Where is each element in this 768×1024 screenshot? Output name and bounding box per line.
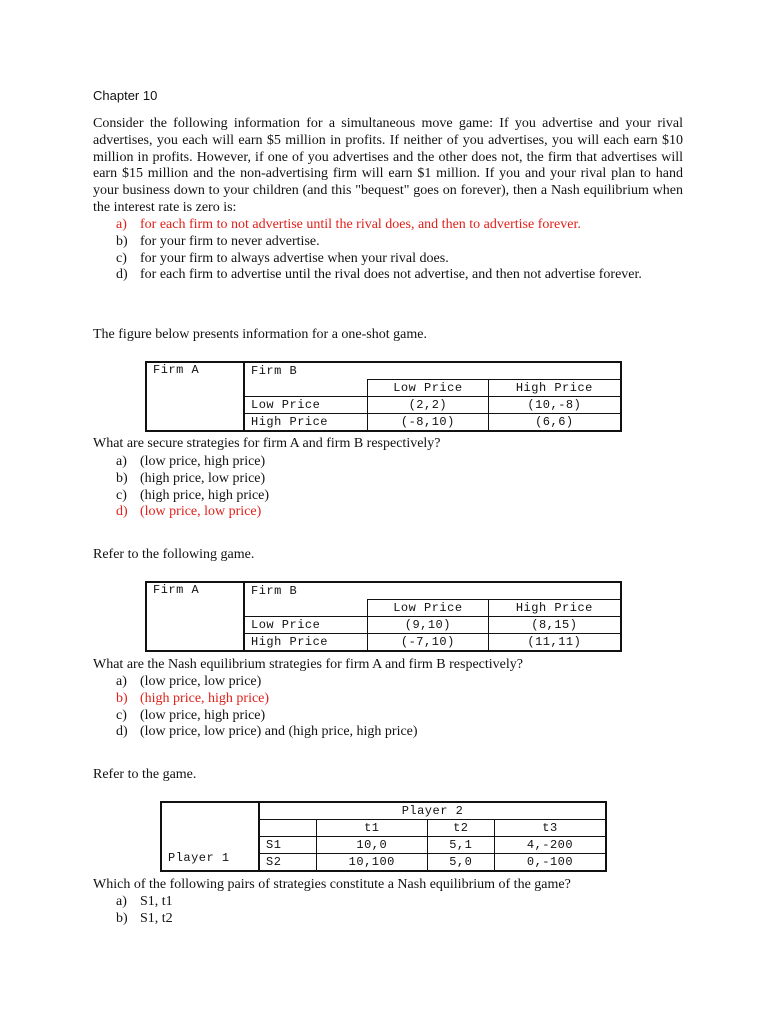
col-header: High Price — [488, 380, 621, 397]
row-header: High Price — [244, 634, 368, 652]
question-4-intro: Refer to the game. — [93, 767, 197, 782]
col-header: t1 — [317, 820, 428, 837]
row-header: High Price — [244, 414, 368, 432]
question-3-option-c: c) (low price, high price) — [116, 707, 266, 723]
payoff-cell: (8,15) — [488, 617, 621, 634]
question-3-payoff-table — [145, 581, 622, 652]
row-header: S2 — [259, 854, 317, 872]
payoff-cell: 10,100 — [317, 854, 428, 872]
question-2-payoff-table — [145, 361, 622, 432]
col-header: High Price — [488, 600, 621, 617]
row-header: Low Price — [244, 397, 368, 414]
header-blank — [244, 600, 368, 617]
row-header: S1 — [259, 837, 317, 854]
question-4-options — [116, 894, 676, 928]
payoff-cell: 10,0 — [317, 837, 428, 854]
question-1-option-a: a) for each firm to not advertise until the rival does, and then to advertise forever. — [116, 217, 581, 232]
payoff-cell: (11,11) — [488, 634, 621, 652]
question-2-intro: The figure below presents information for a one-shot game. — [93, 327, 427, 342]
payoff-cell: (6,6) — [488, 414, 621, 432]
header-blank — [244, 380, 368, 397]
payoff-cell: 0,-100 — [494, 854, 606, 872]
payoff-cell: (-7,10) — [368, 634, 489, 652]
question-3-option-b: b) (high price, high price) — [116, 690, 270, 706]
question-2-option-b: b) (high price, low price) — [116, 470, 266, 486]
col-header: Low Price — [368, 380, 489, 397]
question-1-options — [116, 217, 676, 284]
payoff-cell: (2,2) — [368, 397, 489, 414]
question-3-text: What are the Nash equilibrium strategies for firm A and firm B respectively? — [93, 657, 523, 672]
row-player-label: Firm A — [146, 582, 244, 651]
question-3-options — [116, 674, 676, 741]
payoff-cell: 5,1 — [427, 837, 494, 854]
payoff-cell: (9,10) — [368, 617, 489, 634]
question-4-option-a: a) S1, t1 — [116, 894, 173, 909]
col-header: Low Price — [368, 600, 489, 617]
col-header: t3 — [494, 820, 606, 837]
payoff-cell: 4,-200 — [494, 837, 606, 854]
question-3-option-d: d) (low price, low price) and (high price, high price) — [116, 724, 418, 740]
question-2-option-d: d) (low price, low price) — [116, 504, 262, 520]
question-1-option-b: b) for your firm to never advertise. — [116, 233, 320, 249]
question-3-option-a: a) (low price, low price) — [116, 674, 262, 689]
row-header: Low Price — [244, 617, 368, 634]
question-2-option-c: c) (high price, high price) — [116, 487, 270, 503]
question-4-payoff-table — [160, 801, 607, 872]
payoff-cell: (-8,10) — [368, 414, 489, 432]
question-2-option-a: a) (low price, high price) — [116, 454, 266, 469]
header-blank — [259, 820, 317, 837]
question-1-option-c: c) for your firm to always advertise when your rival does. — [116, 250, 449, 266]
chapter-heading: Chapter 10 — [93, 88, 158, 103]
question-1-text: Consider the following information for a simultaneous move game: If you advertise and your rival advertises, you each will earn $5 million in profits. If neither of you advertises, you will each earn $10 million in profits. However, if one of you advertises and the other does not, the firm that advertises will earn $15 million and the non-advertising firm will earn $1 million. If you and your rival plan to hand your business down to your children (and this "bequest" goes on forever), then a Nash equilibrium when the interest rate is zero is: — [93, 116, 683, 215]
question-4-text: Which of the following pairs of strategies constitute a Nash equilibrium of the game? — [93, 877, 571, 892]
row-player-label: Firm A — [146, 362, 244, 431]
col-player-label: Player 2 — [259, 802, 606, 820]
col-player-label: Firm B — [244, 582, 621, 600]
col-header: t2 — [427, 820, 494, 837]
col-player-label: Firm B — [244, 362, 621, 380]
question-2-text: What are secure strategies for firm A and firm B respectively? — [93, 436, 441, 451]
question-2-options — [116, 454, 676, 521]
question-1-option-d: d) for each firm to advertise until the rival does not advertise, and then not advertise forever. — [116, 267, 642, 283]
question-3-intro: Refer to the following game. — [93, 547, 255, 562]
payoff-cell: 5,0 — [427, 854, 494, 872]
question-4-option-b: b) S1, t2 — [116, 910, 173, 926]
payoff-cell: (10,-8) — [488, 397, 621, 414]
row-player-label: Player 1 — [161, 802, 259, 871]
